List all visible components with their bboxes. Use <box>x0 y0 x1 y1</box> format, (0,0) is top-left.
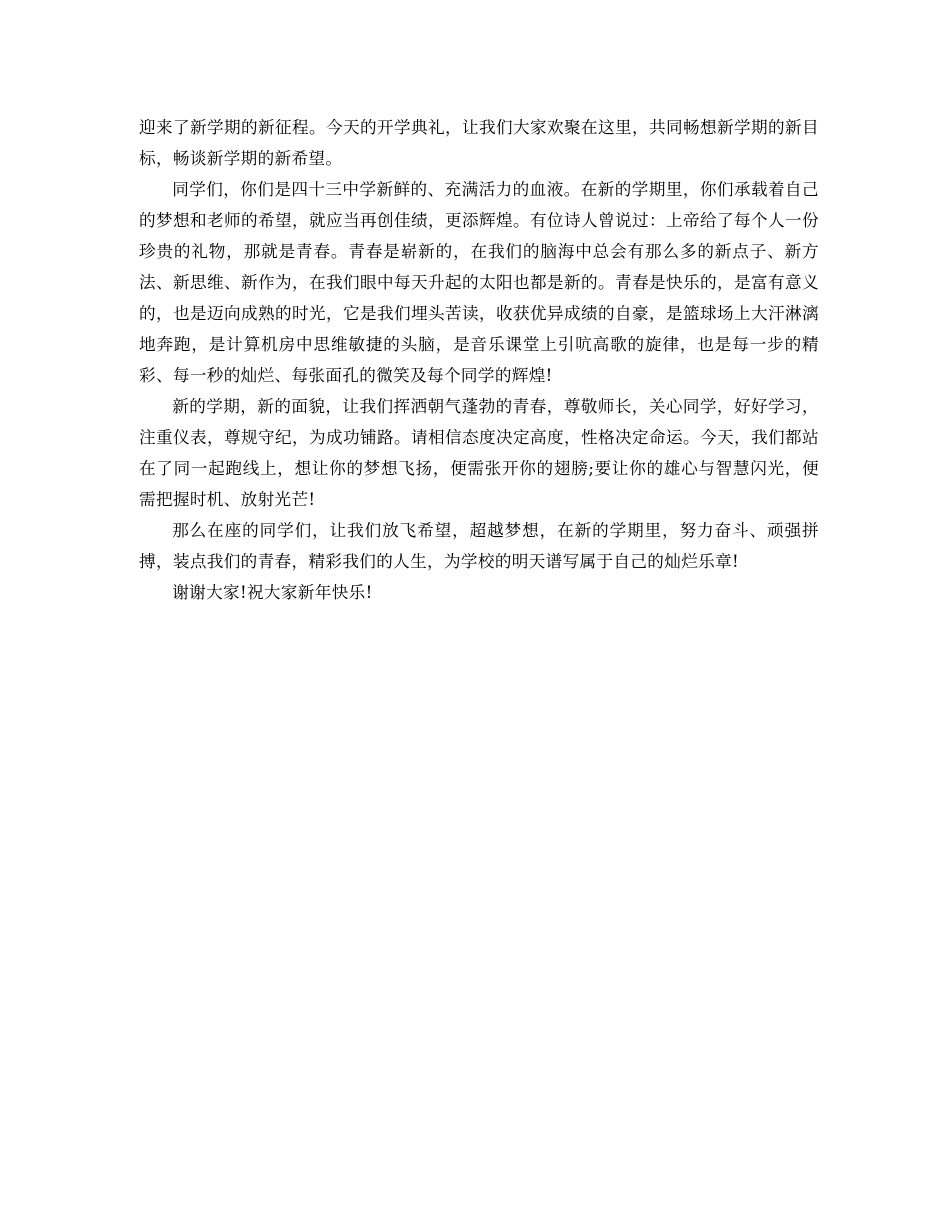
paragraph-new-term: 新的学期，新的面貌，让我们挥洒朝气蓬勃的青春，尊敬师长，关心同学，好好学习，注重仪表，尊规守纪，为成功铺路。请相信态度决定高度，性格决定命运。今天，我们都站在了同一起跑线上，想让你的梦想飞扬，便需张开你的翅膀;要让你的雄心与智慧闪光，便需把握时机、放射光芒! <box>139 397 819 509</box>
paragraph-opening: 迎来了新学期的新征程。今天的开学典礼，让我们大家欢聚在这里，共同畅想新学期的新目标，畅谈新学期的新希望。 <box>139 118 819 168</box>
paragraph-closing: 谢谢大家!祝大家新年快乐! <box>172 583 373 602</box>
document-body <box>139 112 819 608</box>
paragraph-call-to-action: 那么在座的同学们，让我们放飞希望，超越梦想，在新的学期里，努力奋斗、顽强拼搏，装点我们的青春，精彩我们的人生，为学校的明天谱写属于自己的灿烂乐章! <box>139 521 819 571</box>
paragraph-youth: 同学们，你们是四十三中学新鲜的、充满活力的血液。在新的学期里，你们承载着自己的梦想和老师的希望，就应当再创佳绩，更添辉煌。有位诗人曾说过：上帝给了每个人一份珍贵的礼物，那就是青春。青春是崭新的，在我们的脑海中总会有那么多的新点子、新方法、新思维、新作为，在我们眼中每天升起的太阳也都是新的。青春是快乐的，是富有意义的，也是迈向成熟的时光，它是我们埋头苦读，收获优异成绩的自豪，是篮球场上大汗淋漓地奔跑，是计算机房中思维敏捷的头脑，是音乐课堂上引吭高歌的旋律，也是每一步的精彩、每一秒的灿烂、每张面孔的微笑及每个同学的辉煌! <box>139 180 819 385</box>
